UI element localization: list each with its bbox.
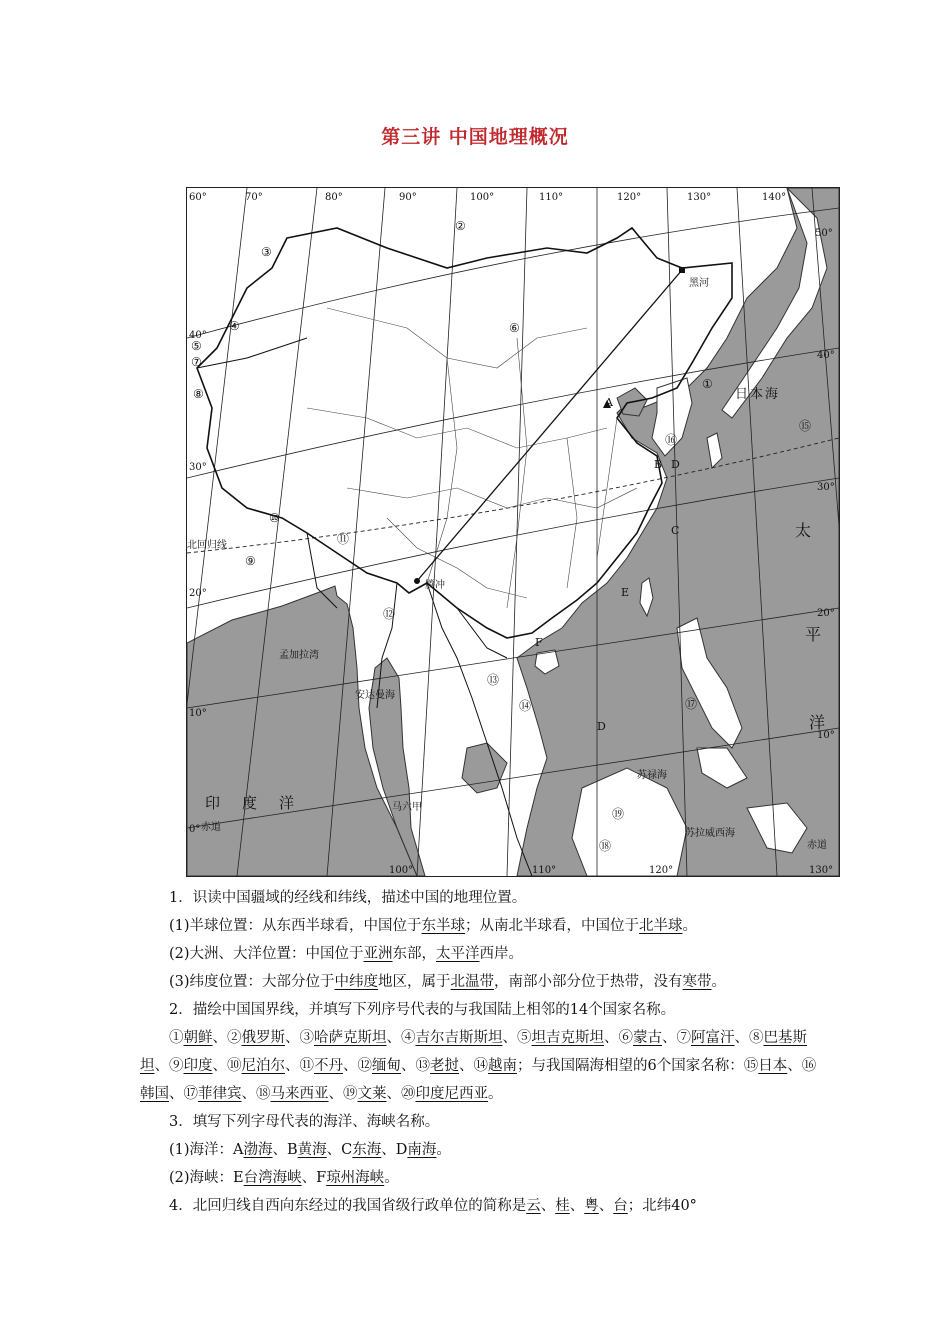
- q1-hemisphere: [140, 912, 830, 940]
- num: ⑭: [473, 1058, 488, 1074]
- bay-of-bengal-label: 孟加拉湾: [279, 650, 319, 661]
- num: ⑧: [749, 1030, 764, 1046]
- lon-label: 120°: [617, 192, 642, 203]
- lon-label: 60°: [189, 192, 207, 203]
- text: ，南部小部分位于热带，没有: [494, 974, 683, 990]
- text: 东部，: [392, 946, 437, 962]
- text: 地区，属于: [378, 974, 451, 990]
- text: 。: [384, 1170, 399, 1186]
- tropic-label: 北回归线: [187, 540, 227, 551]
- text: ；从南北半球看，中国位于: [465, 918, 640, 934]
- japan-sea-label: 日本海: [735, 387, 781, 402]
- q4-text: [140, 1192, 830, 1220]
- text: (3)纬度位置：大部分位于: [169, 974, 335, 990]
- num: ③: [299, 1030, 314, 1046]
- num: ⑮: [743, 1058, 759, 1074]
- answer: 哈萨克斯坦: [314, 1030, 387, 1046]
- num: ⑬: [415, 1058, 430, 1074]
- text: 。: [682, 918, 698, 934]
- answer: 韩国: [140, 1086, 169, 1102]
- answer: 印度尼西亚: [415, 1086, 488, 1102]
- answer: 台: [613, 1198, 628, 1214]
- answer: 云: [526, 1198, 541, 1214]
- num: ⑱: [256, 1086, 271, 1102]
- map-letter: C: [671, 524, 680, 537]
- answer: 东海: [352, 1142, 382, 1158]
- lon-label: 70°: [245, 192, 263, 203]
- answer: 马来西亚: [270, 1086, 329, 1102]
- answer: 俄罗斯: [241, 1030, 285, 1046]
- num: ⑤: [517, 1030, 532, 1046]
- map-letter: D: [597, 720, 606, 733]
- pacific-label: 洋: [809, 713, 826, 732]
- num: ①: [169, 1030, 184, 1046]
- pacific-label: 平: [805, 625, 822, 644]
- lon-label: 130°: [809, 865, 834, 876]
- answer: 日本: [758, 1058, 788, 1074]
- text: (1)半球位置：从东西半球看，中国位于: [169, 918, 422, 934]
- answer: 尼泊尔: [241, 1058, 285, 1074]
- answer: 粤: [584, 1198, 599, 1214]
- answer: 台湾海峡: [243, 1170, 302, 1186]
- lat-label: 10°: [189, 708, 207, 719]
- answer: 太平洋: [436, 946, 480, 962]
- answer: 巴基斯坦: [140, 1030, 807, 1074]
- answer: 北半球: [639, 918, 683, 934]
- text: 4．北回归线自西向东经过的我国省级行政单位的简称是: [169, 1198, 527, 1214]
- map-number: ③: [261, 245, 272, 259]
- text: 、F: [301, 1170, 327, 1186]
- tengchong-marker: [414, 578, 420, 584]
- text: ；与我国隔海相望的6个国家名称：: [517, 1058, 744, 1074]
- q2-stem: 2．描绘中国国界线，并填写下列序号代表的与我国陆上相邻的14个国家名称。: [169, 1002, 676, 1018]
- map-number: ①: [702, 377, 713, 391]
- answer: 琼州海峡: [326, 1170, 385, 1186]
- lat-label: 30°: [817, 482, 835, 493]
- answer: 菲律宾: [198, 1086, 242, 1102]
- q3-straits: [140, 1164, 830, 1192]
- answer: 不丹: [314, 1058, 343, 1074]
- map-number: ⑭: [519, 699, 532, 713]
- map-number: ⑦: [191, 355, 202, 369]
- answer: 渤海: [243, 1142, 273, 1158]
- map-letter: D: [671, 458, 680, 471]
- answer: 寒带: [682, 974, 712, 990]
- text: 。: [436, 1142, 451, 1158]
- answer: 印度: [183, 1058, 213, 1074]
- answer: 北温带: [450, 974, 495, 990]
- lon-label: 90°: [399, 192, 417, 203]
- celebes-sea-label: 苏拉威西海: [685, 828, 735, 839]
- answer: 黄海: [297, 1142, 327, 1158]
- text: 、B: [272, 1142, 298, 1158]
- lon-label: 110°: [532, 865, 557, 876]
- text: (2)大洲、大洋位置：中国位于: [169, 946, 364, 962]
- lat-label: 10°: [817, 730, 835, 741]
- indian-ocean-label: 印度洋: [205, 794, 317, 812]
- lon-label: 120°: [649, 865, 674, 876]
- answer: 文莱: [357, 1086, 387, 1102]
- q1-stem: 1．识读中国疆域的经线和纬线，描述中国的地理位置。: [169, 890, 527, 906]
- province-borders: [307, 308, 637, 608]
- text: 。: [488, 1086, 503, 1102]
- text: ；北纬40°: [627, 1198, 697, 1214]
- answer: 越南: [488, 1058, 517, 1074]
- text: 西岸。: [479, 946, 524, 962]
- china-map: [186, 187, 840, 877]
- lat-label: 20°: [817, 608, 835, 619]
- malacca-label: 马六甲: [392, 802, 422, 813]
- map-number: ⑤: [191, 339, 202, 353]
- map-number: ④: [229, 319, 240, 333]
- map-number: ⑫: [383, 607, 396, 621]
- num: ⑫: [357, 1058, 372, 1074]
- answer: 南海: [407, 1142, 437, 1158]
- lat-label: 50°: [815, 228, 833, 239]
- pacific-label: 太: [795, 521, 812, 540]
- num: ④: [401, 1030, 416, 1046]
- num: ②: [227, 1030, 242, 1046]
- page-title: 第三讲 中国地理概况: [381, 126, 569, 148]
- map-number: ⑧: [193, 387, 204, 401]
- map-number: ⑥: [509, 321, 520, 335]
- lon-label: 140°: [762, 192, 787, 203]
- q1-latitude: [140, 968, 830, 996]
- map-letter: A: [605, 396, 613, 409]
- answer: 阿富汗: [691, 1030, 735, 1046]
- map-number: ⑨: [245, 554, 256, 568]
- num: ⑨: [169, 1058, 184, 1074]
- num: ⑰: [183, 1086, 198, 1102]
- text: (1)海洋：A: [169, 1142, 244, 1158]
- answer: 坦吉克斯坦: [531, 1030, 604, 1046]
- lat-label: 30°: [189, 462, 207, 473]
- lon-label: 80°: [325, 192, 343, 203]
- q3-stem: 3．填写下列字母代表的海洋、海峡名称。: [169, 1114, 440, 1130]
- sulu-sea-label: 苏禄海: [637, 770, 667, 781]
- lon-label: 100°: [389, 865, 414, 876]
- text: 、D: [381, 1142, 408, 1158]
- num: ⑳: [401, 1086, 416, 1102]
- text: 。: [711, 974, 727, 990]
- andaman-sea-label: 安达曼海: [355, 690, 395, 701]
- num: ⑩: [227, 1058, 242, 1074]
- lon-label: 100°: [470, 192, 495, 203]
- heihe-label: 黑河: [689, 278, 709, 289]
- answer: 亚洲: [363, 946, 393, 962]
- equator-label: 赤道: [807, 840, 827, 851]
- text: 、C: [326, 1142, 353, 1158]
- q2-answers: ①朝鲜、②俄罗斯、③哈萨克斯坦、④吉尔吉斯斯坦、⑤坦吉克斯坦、⑥蒙古、⑦阿富汗、⑧巴基斯坦、⑨印度、⑩尼泊尔、⑪不丹、⑫缅甸、⑬老挝、⑭越南；与我国隔海相望的6个国家名称：⑮日本、⑯韩国、⑰菲律宾、⑱马来西亚、⑲文莱、⑳印度尼西亚。: [140, 1030, 817, 1102]
- num: ⑲: [343, 1086, 358, 1102]
- answer: 桂: [555, 1198, 570, 1214]
- tengchong-label: 腾冲: [425, 580, 445, 591]
- map-letter: F: [535, 636, 543, 649]
- answer: 蒙古: [633, 1030, 662, 1046]
- map-number: ⑬: [487, 673, 500, 687]
- lat-label: 40°: [189, 330, 207, 341]
- map-number: ⑰: [685, 697, 698, 711]
- lat-label: 0°: [189, 824, 201, 835]
- heihe-marker: [679, 267, 685, 273]
- answer: 东半球: [421, 918, 466, 934]
- map-number: ⑪: [337, 532, 350, 546]
- answer: 中纬度: [334, 974, 379, 990]
- text: 、: [598, 1198, 614, 1214]
- num: ⑪: [299, 1058, 314, 1074]
- lat-label: 40°: [817, 350, 835, 361]
- map-letter: E: [621, 586, 630, 599]
- map-number: ⑯: [665, 433, 678, 447]
- text: 、: [569, 1198, 585, 1214]
- q3-seas: [140, 1136, 830, 1164]
- q1-continent: [140, 940, 830, 968]
- map-number: ⑲: [612, 807, 625, 821]
- map-number: ⑮: [799, 419, 812, 433]
- lon-label: 130°: [687, 192, 712, 203]
- lon-label: 110°: [539, 192, 564, 203]
- num: ⑥: [618, 1030, 633, 1046]
- map-number: ⑱: [599, 839, 612, 853]
- answer: 缅甸: [372, 1058, 401, 1074]
- answer: 朝鲜: [183, 1030, 213, 1046]
- num: ⑯: [801, 1058, 817, 1074]
- num: ⑦: [676, 1030, 691, 1046]
- map-number: ②: [455, 219, 466, 233]
- text: 、: [540, 1198, 556, 1214]
- question-text: [140, 884, 830, 1220]
- map-number: ⑩: [269, 511, 280, 525]
- answer: 吉尔吉斯斯坦: [415, 1030, 503, 1046]
- equator-label: 赤道: [201, 822, 221, 833]
- lat-label: 20°: [189, 588, 207, 599]
- text: (2)海峡：E: [169, 1170, 244, 1186]
- answer: 老挝: [430, 1058, 459, 1074]
- map-letter: B: [654, 458, 663, 471]
